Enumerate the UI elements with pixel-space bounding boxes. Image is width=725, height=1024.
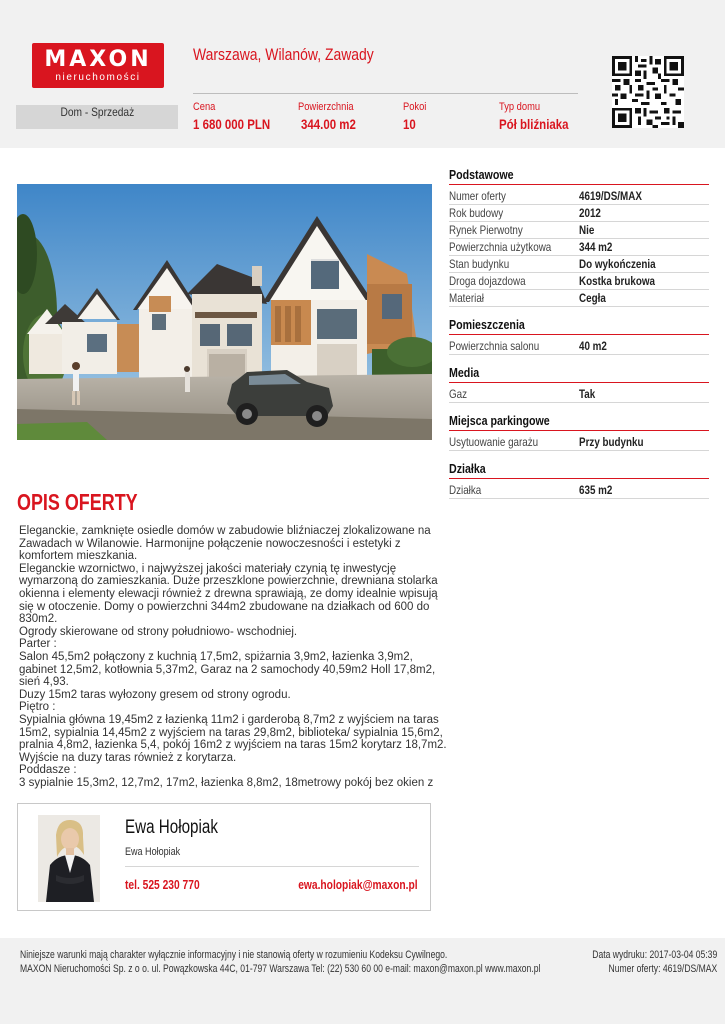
section-title-rooms: Pomieszczenia — [449, 317, 525, 332]
spec-row: Gaz Tak — [449, 386, 709, 403]
print-date: Data wydruku: 2017-03-04 05:39 — [592, 949, 717, 961]
rooms-stat — [403, 101, 431, 132]
maxon-logo[interactable] — [32, 43, 164, 88]
spec-row: Stan budynku Do wykończenia — [449, 256, 709, 273]
rooms-label: Pokoi — [403, 101, 427, 113]
logo-main-text: MAXON — [44, 47, 152, 72]
price-label: Cena — [193, 101, 216, 113]
property-photo[interactable] — [17, 184, 432, 440]
spec-row: Droga dojazdowa Kostka brukowa — [449, 273, 709, 290]
spec-row: Materiał Cegła — [449, 290, 709, 307]
footer — [0, 938, 725, 1024]
agent-subtitle: Ewa Hołopiak — [125, 846, 181, 858]
section-rule — [449, 478, 709, 479]
area-label: Powierzchnia — [298, 101, 354, 113]
area-value: 344.00 m2 — [301, 116, 356, 132]
agent-phone-link[interactable]: tel. 525 230 770 — [125, 878, 200, 892]
rooms-value: 10 — [403, 116, 416, 132]
agent-email-link[interactable]: ewa.holopiak@maxon.pl — [298, 878, 418, 892]
section-title-media: Media — [449, 365, 480, 380]
house-type-value: Pół bliźniaka — [499, 116, 569, 132]
section-title-plot: Działka — [449, 461, 486, 476]
spec-row: Rok budowy 2012 — [449, 205, 709, 222]
house-type-stat — [499, 101, 584, 132]
area-stat — [298, 101, 368, 132]
agent-card — [17, 803, 431, 911]
section-title-basic: Podstawowe — [449, 167, 514, 182]
footer-offer-number: Numer oferty: 4619/DS/MAX — [608, 963, 717, 975]
agent-avatar — [38, 815, 100, 902]
spec-row: Powierzchnia salonu 40 m2 — [449, 338, 709, 355]
qr-code-icon[interactable] — [612, 56, 684, 128]
header-divider — [193, 93, 578, 94]
footer-meta — [592, 948, 717, 976]
spec-row: Powierzchnia użytkowa 344 m2 — [449, 239, 709, 256]
section-rule — [449, 184, 709, 185]
footer-disclaimer — [20, 948, 540, 976]
section-rule — [449, 430, 709, 431]
spec-row: Numer oferty 4619/DS/MAX — [449, 188, 709, 205]
section-rule — [449, 382, 709, 383]
section-title-parking: Miejsca parkingowe — [449, 413, 550, 428]
specs-panel — [449, 167, 709, 499]
spec-row: Działka 635 m2 — [449, 482, 709, 499]
section-rule — [449, 334, 709, 335]
agent-name: Ewa Hołopiak — [125, 817, 218, 838]
logo-sub-text: nieruchomości — [55, 72, 141, 83]
spec-row: Rynek Pierwotny Nie — [449, 222, 709, 239]
header — [0, 0, 725, 148]
spec-row: Usytuowanie garażu Przy budynku — [449, 434, 709, 451]
agent-divider — [125, 866, 419, 867]
footer-line-2: MAXON Nieruchomości Sp. z o o. ul. Powązkowska 44C, 01-797 Warszawa Tel: (22) 530 60 00 e-mail: maxon@maxon.pl www.maxon.pl — [20, 963, 541, 975]
footer-line-1: Niniejsze warunki mają charakter wyłącznie informacyjny i nie stanowią oferty w rozumieniu Kodeksu Cywilnego. — [20, 949, 448, 961]
offer-type-badge: Dom - Sprzedaż — [16, 105, 178, 129]
description-text: Eleganckie, zamknięte osiedle domów w zabudowie bliźniaczej zlokalizowane na Zawadach w Wilanowie. Harmonijne połączenie nowoczesności i estetyki z komfortem mieszkania. Eleganckie wzornictwo, i najwyższej jakości materiały czynią tę inwestycję wymarzoną do zamieszkania. Duże przeszklone powierzchnie, drewniana stolarka okienna i elementy elewacji również z drewna sprawiają, ze domy idealnie wpisują się w otoczenie. Domy o powierzchni 344m2 zbudowane na działkach od 600 do 830m2. Ogrody skierowane od strony południowo- wschodniej. Parter : Salon 45,5m2 połączony z kuchnią 17,5m2, spiżarnia 3,9m2, łazienka 3,9m2, gabinet 12,5m2, kotłownia 5,37m2, Garaz na 2 samochody 40,59m2 Holl 17,8m2, sień 4,93. Duzy 15m2 taras wyłozony gresem od strony ogrodu. Piętro : Sypialnia główna 19,45m2 z łazienką 11m2 i garderobą 8,7m2 z wyjściem na taras 15m2, sypialnia 14,45m2 z wyjściem na taras 29,8m2, biblioteka/ sypialnia 15,6m2, pralnia 4,8m2, łazienka 5,4, pokój 16m2 z wyjściem na taras 15m2 korytarz 18,7m2. Wyjście na duzy taras również z korytarza. Poddasze : 3 sypialnie 15,3m2, 12,7m2, 17m2, łazienka 8,8m2, 18metrowy pokój bez okien z — [19, 525, 447, 789]
price-value: 1 680 000 PLN — [193, 116, 271, 132]
price-stat — [193, 101, 287, 132]
description-title: OPIS OFERTY — [17, 489, 138, 515]
house-type-label: Typ domu — [499, 101, 541, 113]
location-title: Warszawa, Wilanów, Zawady — [193, 45, 374, 64]
